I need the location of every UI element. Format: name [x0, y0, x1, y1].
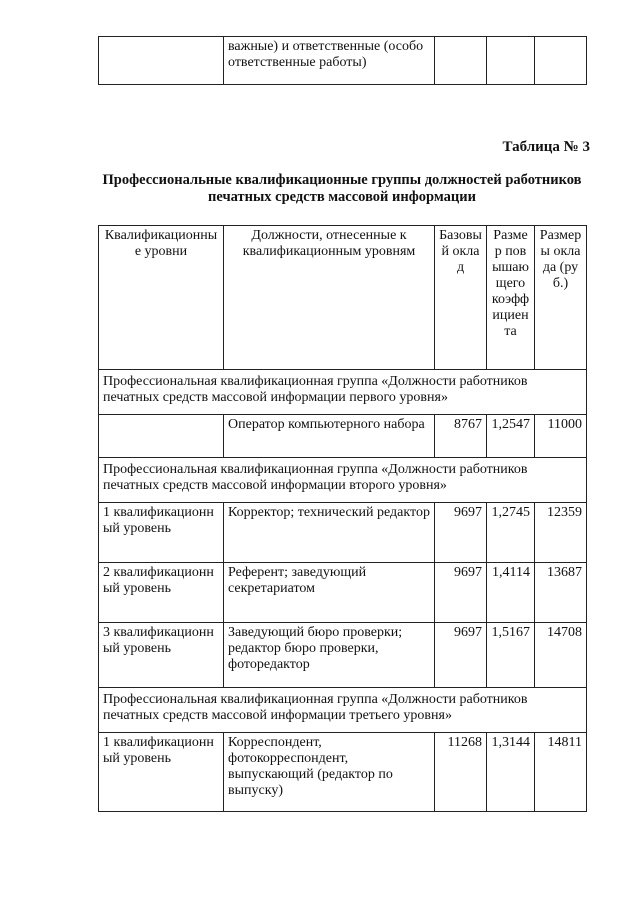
positions-cell: Корректор; технический редактор	[224, 503, 435, 563]
salary-cell	[535, 37, 587, 85]
header-row	[99, 226, 587, 370]
table-row	[99, 733, 587, 812]
base-salary-cell: 8767	[435, 415, 487, 458]
table-row	[99, 503, 587, 563]
positions-cell: Корреспондент, фотокорреспондент, выпускающий (редактор по выпуску)	[224, 733, 435, 812]
base-salary-cell: 9697	[435, 503, 487, 563]
group-title: Профессиональная квалификационная группа «Должности работников печатных средств массовой информации первого уровня»	[99, 370, 587, 415]
salary-cell: 12359	[535, 503, 587, 563]
group-row	[99, 458, 587, 503]
salary-cell: 14708	[535, 623, 587, 688]
table-title: Профессиональные квалификационные группы должностей работников печатных средств массовой информации	[102, 172, 582, 205]
table-row	[99, 37, 587, 85]
coef-cell	[487, 37, 535, 85]
header-level: Квалификационные уровни	[99, 226, 224, 370]
coefficient-cell: 1,3144	[487, 733, 535, 812]
salary-cell: 11000	[535, 415, 587, 458]
coefficient-cell: 1,2745	[487, 503, 535, 563]
header-base-salary: Базовый оклад	[435, 226, 487, 370]
group-title: Профессиональная квалификационная группа «Должности работников печатных средств массовой информации третьего уровня»	[99, 688, 587, 733]
level-cell: 1 квалификационный уровень	[99, 503, 224, 563]
header-coefficient: Размер повышающего коэффициента	[487, 226, 535, 370]
level-cell: 1 квалификационный уровень	[99, 733, 224, 812]
table-row	[99, 563, 587, 623]
header-salary: Размеры оклада (руб.)	[535, 226, 587, 370]
coefficient-cell: 1,2547	[487, 415, 535, 458]
coefficient-cell: 1,4114	[487, 563, 535, 623]
level-cell: 3 квалификационный уровень	[99, 623, 224, 688]
salary-cell: 13687	[535, 563, 587, 623]
table-number: Таблица № 3	[502, 139, 590, 155]
qualification-table	[98, 225, 587, 812]
base-salary-cell: 11268	[435, 733, 487, 812]
positions-cell: важные) и ответственные (особо ответственные работы)	[224, 37, 435, 85]
coefficient-cell: 1,5167	[487, 623, 535, 688]
base-salary-cell: 9697	[435, 623, 487, 688]
positions-cell: Референт; заведующий секретариатом	[224, 563, 435, 623]
previous-table-fragment	[98, 36, 587, 85]
group-row	[99, 688, 587, 733]
level-cell: 2 квалификационный уровень	[99, 563, 224, 623]
header-positions: Должности, отнесенные к квалификационным уровням	[224, 226, 435, 370]
table-row	[99, 415, 587, 458]
table-row	[99, 623, 587, 688]
base-cell	[435, 37, 487, 85]
base-salary-cell: 9697	[435, 563, 487, 623]
positions-cell: Заведующий бюро проверки; редактор бюро проверки, фоторедактор	[224, 623, 435, 688]
group-title: Профессиональная квалификационная группа «Должности работников печатных средств массовой информации второго уровня»	[99, 458, 587, 503]
salary-cell: 14811	[535, 733, 587, 812]
positions-cell: Оператор компьютерного набора	[224, 415, 435, 458]
level-cell	[99, 415, 224, 458]
group-row	[99, 370, 587, 415]
level-cell	[99, 37, 224, 85]
